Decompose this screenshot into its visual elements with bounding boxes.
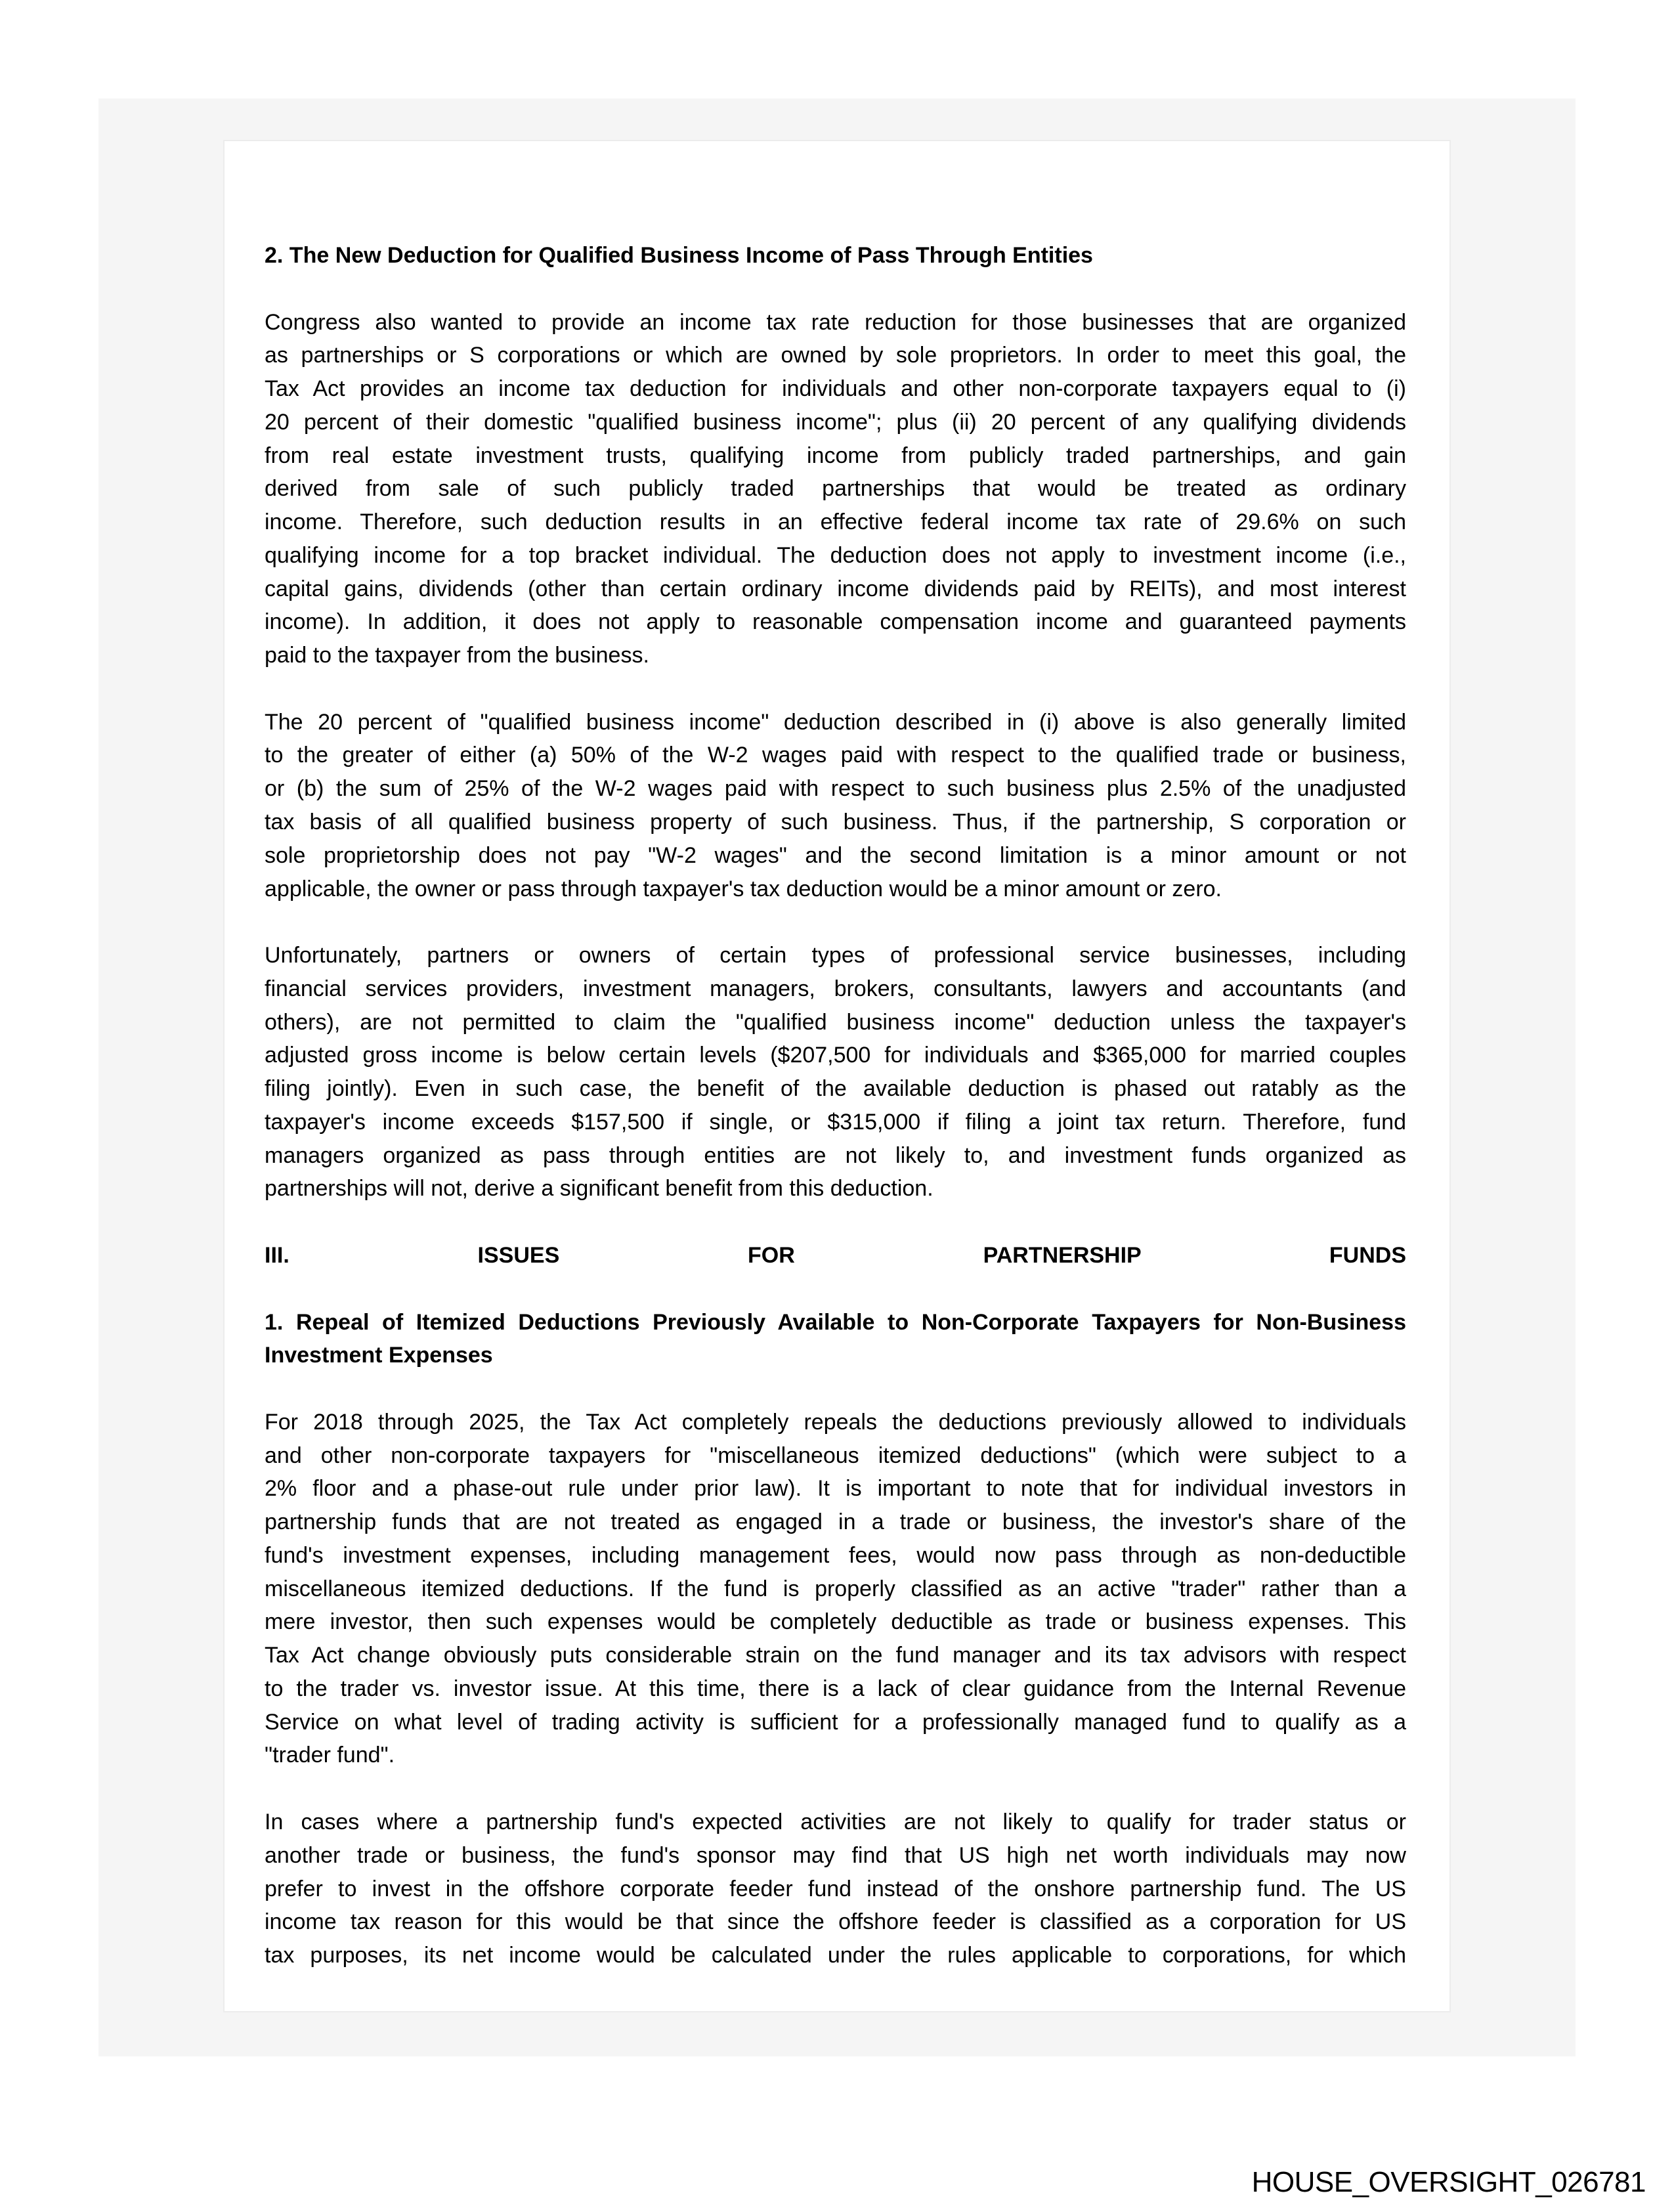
paragraph-line: "trader fund". — [265, 1743, 395, 1768]
paragraph-line: another trade or business, the fund's sponsor may find that US high net worth individuals may now — [265, 1842, 1406, 1868]
paragraph-line: Congress also wanted to provide an income tax rate reduction for those businesses that are organized — [265, 309, 1406, 335]
paragraph-offshore-feeder-preference — [265, 1806, 1406, 1972]
paragraph-line: or (b) the sum of 25% of the W-2 wages paid with respect to such business plus 2.5% of the unadjusted — [265, 776, 1406, 802]
paragraph-line: sole proprietorship does not pay "W-2 wages" and the second limitation is a minor amount or not — [265, 842, 1406, 868]
paragraph-line: prefer to invest in the offshore corporate feeder fund instead of the onshore partnership fund. The US — [265, 1876, 1406, 1901]
paragraph-line: mere investor, then such expenses would be completely deductible as trade or business expenses. This — [265, 1609, 1406, 1635]
paragraph-line: adjusted gross income is below certain levels ($207,500 for individuals and $365,000 for married couples — [265, 1043, 1406, 1068]
paragraph-line: qualifying income for a top bracket individual. The deduction does not apply to investment income (i.e., — [265, 542, 1406, 568]
paragraph-line: partnership funds that are not treated as engaged in a trade or business, the investor's share of the — [265, 1509, 1406, 1535]
paragraph-line: tax basis of all qualified business property of such business. Thus, if the partnership, S corporation or — [265, 810, 1406, 835]
paragraph-congress-rate-reduction — [265, 306, 1406, 672]
paragraph-line: to the greater of either (a) 50% of the W-2 wages paid with respect to the qualified trade or business, — [265, 743, 1406, 768]
paragraph-line: 20 percent of their domestic "qualified business income"; plus (ii) 20 percent of any qualifying dividends — [265, 409, 1406, 435]
paragraph-line: income). In addition, it does not apply to reasonable compensation income and guaranteed payments — [265, 609, 1406, 635]
paragraph-line: others), are not permitted to claim the "qualified business income" deduction unless the taxpayer's — [265, 1009, 1406, 1035]
section-title-issues-for-partnership-funds — [265, 1239, 1406, 1272]
blank-line — [265, 1772, 1406, 1806]
paragraph-line: miscellaneous itemized deductions. If the fund is properly classified as an active "trader" rather than a — [265, 1576, 1406, 1601]
paragraph-line: 2% floor and a phase-out rule under prior law). It is important to note that for individual investors in — [265, 1476, 1406, 1502]
page-text-content — [265, 239, 1406, 1972]
paragraph-line: managers organized as pass through entities are not likely to, and investment funds organized as — [265, 1142, 1406, 1168]
paragraph-professional-services-exclusion — [265, 939, 1406, 1205]
paragraph-line: Tax Act provides an income tax deduction for individuals and other non-corporate taxpayers equal to (i) — [265, 376, 1406, 402]
bates-stamp: HOUSE_OVERSIGHT_026781 — [1251, 2166, 1646, 2198]
blank-line — [265, 1205, 1406, 1239]
heading-line: Investment Expenses — [265, 1343, 493, 1368]
section-heading-qbi-deduction — [265, 239, 1406, 272]
paragraph-repeal-misc-itemized-deductions — [265, 1406, 1406, 1772]
paragraph-line: as partnerships or S corporations or which are owned by sole proprietors. In order to meet this goal, the — [265, 343, 1406, 368]
paragraph-line: from real estate investment trusts, qualifying income from publicly traded partnerships, and gain — [265, 443, 1406, 468]
paragraph-line: financial services providers, investment managers, brokers, consultants, lawyers and accountants (and — [265, 976, 1406, 1001]
paragraph-line: capital gains, dividends (other than certain ordinary income dividends paid by REITs), and most interest — [265, 576, 1406, 601]
blank-line — [265, 1272, 1406, 1306]
blank-line — [265, 1372, 1406, 1406]
paragraph-line: derived from sale of such publicly traded partnerships that would be treated as ordinary — [265, 476, 1406, 502]
paragraph-line: Tax Act change obviously puts considerable strain on the fund manager and its tax advisors with respect — [265, 1643, 1406, 1668]
heading-line: 2. The New Deduction for Qualified Business Income of Pass Through Entities — [265, 243, 1093, 268]
paragraph-line: Unfortunately, partners or owners of certain types of professional service businesses, including — [265, 943, 1406, 968]
paragraph-line: taxpayer's income exceeds $157,500 if single, or $315,000 if filing a joint tax return. Therefore, fund — [265, 1109, 1406, 1135]
paragraph-line: filing jointly). Even in such case, the benefit of the available deduction is phased out ratably as the — [265, 1076, 1406, 1102]
paragraph-line: paid to the taxpayer from the business. — [265, 643, 649, 668]
blank-line — [265, 272, 1406, 306]
subsection-heading-itemized-deductions — [265, 1306, 1406, 1373]
paragraph-line: partnerships will not, derive a significant benefit from this deduction. — [265, 1176, 934, 1202]
paragraph-line: The 20 percent of "qualified business income" deduction described in (i) above is also generally limited — [265, 709, 1406, 735]
paragraph-line: and other non-corporate taxpayers for "miscellaneous itemized deductions" (which were subject to a — [265, 1442, 1406, 1468]
blank-line — [265, 905, 1406, 939]
blank-line — [265, 672, 1406, 706]
heading-line: 1. Repeal of Itemized Deductions Previously Available to Non-Corporate Taxpayers for Non-Business — [265, 1309, 1406, 1335]
paragraph-line: fund's investment expenses, including management fees, would now pass through as non-deductible — [265, 1542, 1406, 1568]
paragraph-line: income tax reason for this would be that since the offshore feeder is classified as a corporation for US — [265, 1909, 1406, 1935]
paragraph-line: applicable, the owner or pass through taxpayer's tax deduction would be a minor amount or zero. — [265, 876, 1222, 901]
paragraph-line: For 2018 through 2025, the Tax Act completely repeals the deductions previously allowed to individuals — [265, 1409, 1406, 1435]
paragraph-w2-wage-limitation — [265, 706, 1406, 906]
section-title-line: III. ISSUES FOR PARTNERSHIP FUNDS — [265, 1242, 1406, 1268]
paragraph-line: Service on what level of trading activity is sufficient for a professionally managed fund to qualify as a — [265, 1709, 1406, 1735]
paragraph-line: tax purposes, its net income would be calculated under the rules applicable to corporations, for which — [265, 1943, 1406, 1968]
paragraph-line: to the trader vs. investor issue. At this time, there is a lack of clear guidance from the Internal Revenue — [265, 1676, 1406, 1701]
paragraph-line: In cases where a partnership fund's expected activities are not likely to qualify for trader status or — [265, 1809, 1406, 1834]
paragraph-line: income. Therefore, such deduction results in an effective federal income tax rate of 29.6% on such — [265, 510, 1406, 535]
